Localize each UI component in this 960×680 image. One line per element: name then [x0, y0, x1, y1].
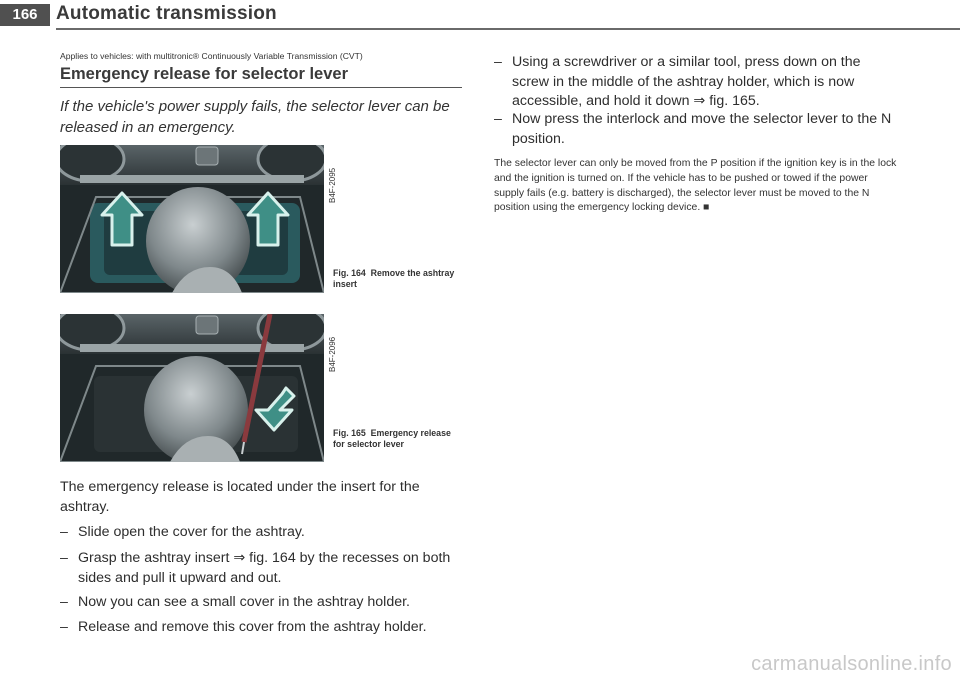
figure-165-image	[60, 314, 324, 462]
figure-164-code: B4F-2095	[328, 167, 337, 203]
section-divider	[60, 87, 462, 88]
figure-164-image	[60, 145, 324, 293]
section-title: Emergency release for selector lever	[60, 65, 349, 83]
figure-165-caption	[333, 428, 458, 449]
list-item: – Now press the interlock and move the selector lever to the N position.	[494, 111, 892, 147]
figure-164-number: Fig. 164	[333, 268, 366, 278]
list-item: – Using a screwdriver or a similar tool, press down on the screw in the middle of the ashtray holder, which is now accessible, and hold it down ⇒ fig. 165.	[494, 54, 861, 109]
figure-165-number: Fig. 165	[333, 428, 366, 438]
watermark: carmanualsonline.info	[751, 653, 952, 675]
figure-164-caption-text: Remove the ashtray insert	[333, 268, 455, 289]
figure-164-caption	[333, 268, 458, 289]
emergency-release-illustration	[60, 314, 324, 462]
section-intro: If the vehicle's power supply fails, the selector lever can be released in an emergency.	[60, 98, 450, 136]
figure-165-code: B4F-2096	[328, 336, 337, 372]
ashtray-insert-illustration	[60, 145, 324, 293]
figure-165-caption-text: Emergency release for selector lever	[333, 428, 451, 449]
intro-paragraph: The emergency release is located under the insert for the ashtray.	[60, 479, 420, 515]
applies-to-note: Applies to vehicles: with multitronic® Continuously Variable Transmission (CVT)	[60, 51, 363, 61]
list-item: – Grasp the ashtray insert ⇒ fig. 164 by the recesses on both sides and pull it upward and out.	[60, 550, 451, 586]
page-header	[0, 0, 960, 30]
note-paragraph: The selector lever can only be moved from the P position if the ignition key is in the lock and the ignition is turned on. If the vehicle has to be pushed or towed if the power supply fails (e.g. battery is discharged), the selector lever must be moved to the N position using the emergency locking device. ■	[494, 158, 897, 214]
header-divider	[56, 28, 960, 30]
page-number: 166	[0, 4, 50, 26]
chapter-title: Automatic transmission	[56, 3, 277, 24]
